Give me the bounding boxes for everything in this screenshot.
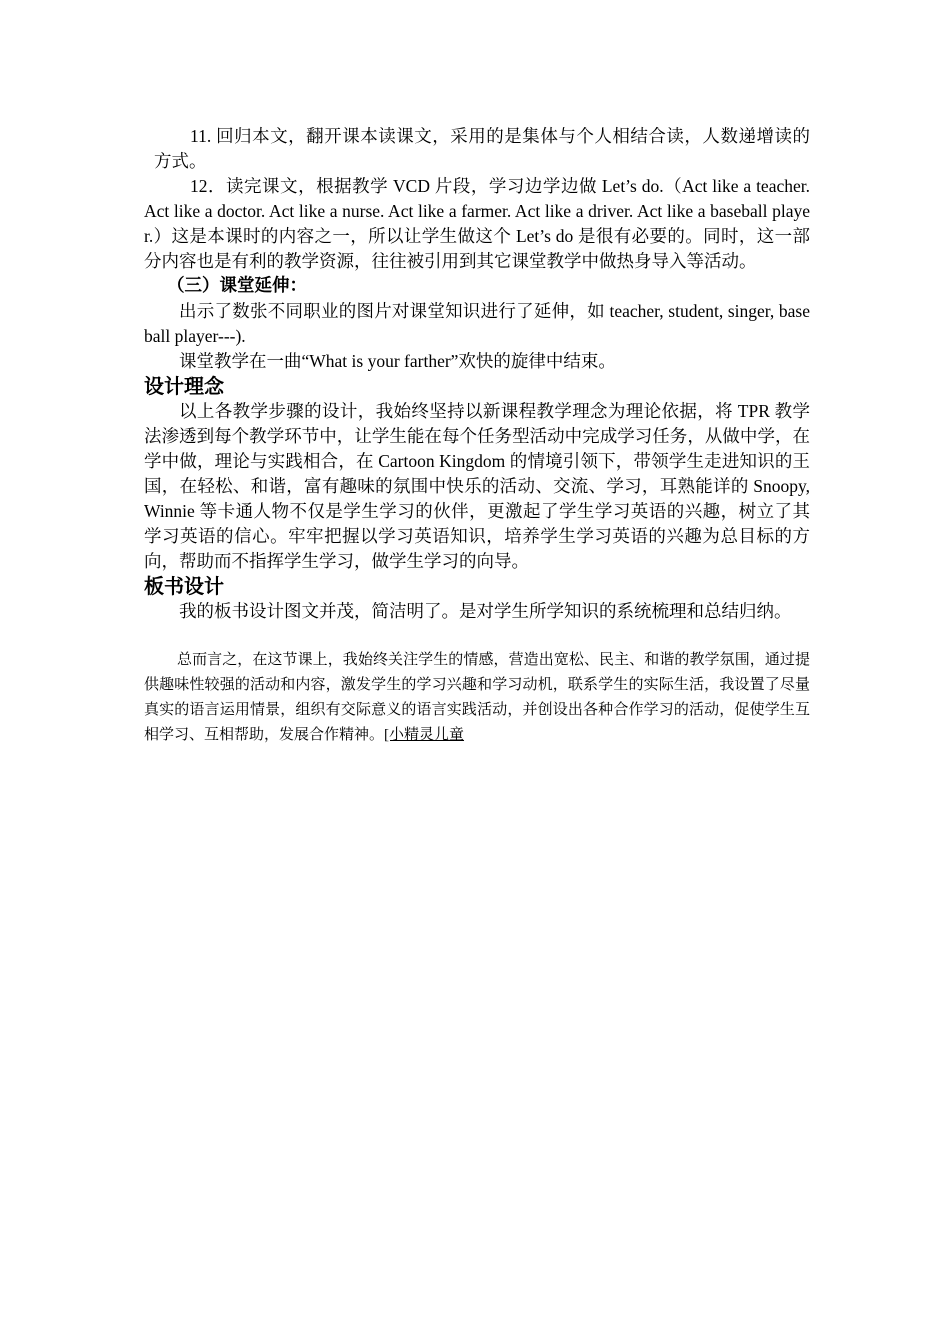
document-page — [144, 124, 810, 763]
item-11-paragraph: 11. 回归本文，翻开课本读课文，采用的是集体与个人相结合读，人数递增读的方式。 — [154, 126, 810, 171]
source-link[interactable]: [小精灵儿童 — [384, 727, 465, 743]
board-design-paragraph: 我的板书设计图文并茂，简洁明了。是对学生所学知识的系统梳理和总结归纳。 — [179, 601, 792, 621]
ending-paragraph: 课堂教学在一曲“What is your farther”欢快的旋律中结束。 — [179, 351, 616, 371]
heading-board-design: 板书设计 — [144, 574, 224, 598]
extension-paragraph: 出示了数张不同职业的图片对课堂知识进行了延伸，如 teacher, student, singer, baseball player---). — [144, 301, 810, 346]
item-12-paragraph: 12．读完课文，根据教学 VCD 片段，学习边学边做 Let’s do.（Act like a teacher. Act like a doctor. Act like a nurse. Act like a farmer. Act like a driver. Act like a baseball player.）这是本课时的内容之一，所以让学生做这个 Let’s do 是很有必要的。同时，这一部分内容也是有利的教学资源，往往被引用到其它课堂教学中做热身导入等活动。 — [144, 176, 810, 271]
subheading-extension: （三）课堂延伸： — [167, 276, 307, 296]
summary-text: 总而言之，在这节课上，我始终关注学生的情感，营造出宽松、民主、和谐的教学氛围，通过提供趣味性较强的活动和内容，激发学生的学习兴趣和学习动机，联系学生的实际生活，我设置了尽量真实的语言运用情景，组织有交际意义的语言实践活动，并创设出各种合作学习的活动，促使学生互相学习、互相帮助，发展合作精神。 — [144, 652, 810, 743]
design-concept-paragraph: 以上各教学步骤的设计，我始终坚持以新课程教学理念为理论依据，将 TPR 教学法渗透到每个教学环节中，让学生能在每个任务型活动中完成学习任务，从做中学，在学中做，理论与实践相合，在 Cartoon Kingdom 的情境引领下，带领学生走进知识的王国，在轻松、和谐，富有趣味的氛围中快乐的活动、交流、学习，耳熟能详的 Snoopy, Winnie 等卡通人物不仅是学生学习的伙伴，更激起了学生学习英语的兴趣，树立了其学习英语的信心。牢牢把握以学习英语知识，培养学生学习英语的兴趣为总目标的方向，帮助而不指挥学生学习，做学生学习的向导。 — [144, 401, 810, 571]
heading-design-concept: 设计理念 — [144, 374, 224, 398]
summary-paragraph — [144, 648, 810, 748]
